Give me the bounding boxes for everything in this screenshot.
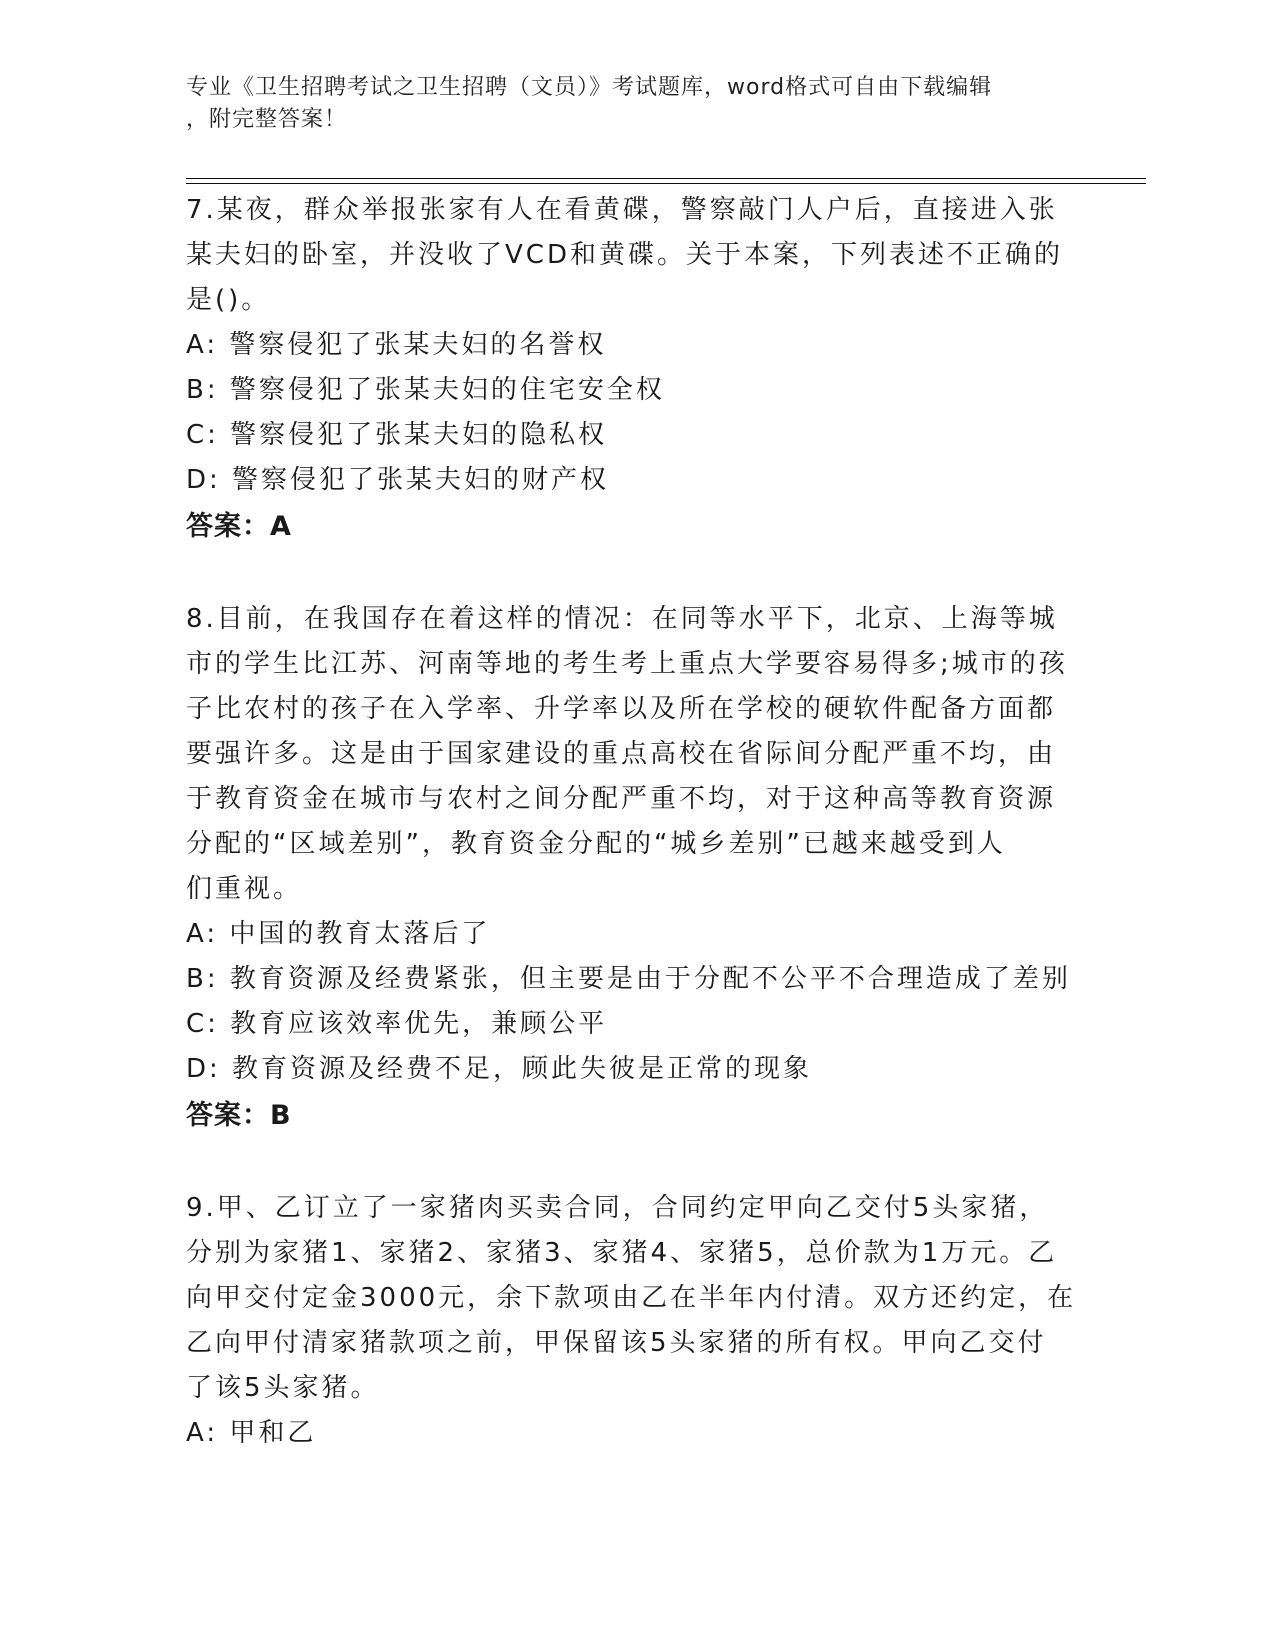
option-c: C: 教育应该效率优先，兼顾公平 bbox=[186, 1009, 608, 1039]
stem-line: 于教育资金在城市与农村之间分配严重不均，对于这种高等教育资源 bbox=[186, 784, 1057, 814]
question-9 bbox=[186, 1186, 1086, 1456]
stem-line: 9.甲、乙订立了一家猪肉买卖合同，合同约定甲向乙交付5头家猪， bbox=[186, 1193, 1049, 1223]
stem-line: 分配的“区域差别”，教育资金分配的“城乡差别”已越来越受到人 bbox=[186, 829, 1006, 859]
question-spacer bbox=[186, 1139, 1086, 1186]
stem-line: 要强许多。这是由于国家建设的重点高校在省际间分配严重不均，由 bbox=[186, 739, 1057, 769]
header-rule-top bbox=[186, 178, 1146, 179]
question-stem bbox=[186, 188, 1086, 323]
option-a: A: 甲和乙 bbox=[186, 1418, 317, 1448]
stem-line: 乙向甲付清家猪款项之前，甲保留该5头家猪的所有权。甲向乙交付 bbox=[186, 1328, 1047, 1358]
stem-line: 了该5头家猪。 bbox=[186, 1373, 380, 1403]
question-stem bbox=[186, 597, 1086, 912]
stem-line: 向甲交付定金3000元，余下款项由乙在半年内付清。双方还约定，在 bbox=[186, 1283, 1077, 1313]
header-line-2: ，附完整答案！ bbox=[186, 107, 348, 132]
answer: 答案：B bbox=[186, 1100, 292, 1131]
question-8 bbox=[186, 597, 1086, 1139]
option-d: D: 教育资源及经费不足，顾此失彼是正常的现象 bbox=[186, 1054, 813, 1084]
question-7 bbox=[186, 188, 1086, 550]
header-rule-bottom bbox=[186, 183, 1146, 184]
stem-line: 是()。 bbox=[186, 285, 271, 315]
stem-line: 8.目前，在我国存在着这样的情况：在同等水平下，北京、上海等城 bbox=[186, 604, 1058, 634]
option-a: A: 中国的教育太落后了 bbox=[186, 919, 491, 949]
option-b: B: 教育资源及经费紧张，但主要是由于分配不公平不合理造成了差别 bbox=[186, 964, 1071, 994]
question-stem bbox=[186, 1186, 1086, 1411]
option-c: C: 警察侵犯了张某夫妇的隐私权 bbox=[186, 420, 608, 450]
stem-line: 市的学生比江苏、河南等地的考生考上重点大学要容易得多;城市的孩 bbox=[186, 649, 1068, 679]
option-b: B: 警察侵犯了张某夫妇的住宅安全权 bbox=[186, 375, 665, 405]
document-header bbox=[186, 72, 1066, 136]
stem-line: 7.某夜，群众举报张家有人在看黄碟，警察敲门人户后，直接进入张 bbox=[186, 195, 1058, 225]
question-list bbox=[186, 188, 1086, 1456]
answer: 答案：A bbox=[186, 511, 292, 542]
stem-line: 分别为家猪1、家猪2、家猪3、家猪4、家猪5，总价款为1万元。乙 bbox=[186, 1238, 1058, 1268]
question-spacer bbox=[186, 550, 1086, 597]
header-line-1: 专业《卫生招聘考试之卫生招聘（文员）》考试题库，word格式可自由下载编辑 bbox=[186, 75, 993, 100]
option-a: A: 警察侵犯了张某夫妇的名誉权 bbox=[186, 330, 607, 360]
option-d: D: 警察侵犯了张某夫妇的财产权 bbox=[186, 465, 610, 495]
stem-line: 某夫妇的卧室，并没收了VCD和黄碟。关于本案，下列表述不正确的 bbox=[186, 240, 1063, 270]
stem-line: 子比农村的孩子在入学率、升学率以及所在学校的硬软件配备方面都 bbox=[186, 694, 1057, 724]
stem-line: 们重视。 bbox=[186, 874, 303, 904]
